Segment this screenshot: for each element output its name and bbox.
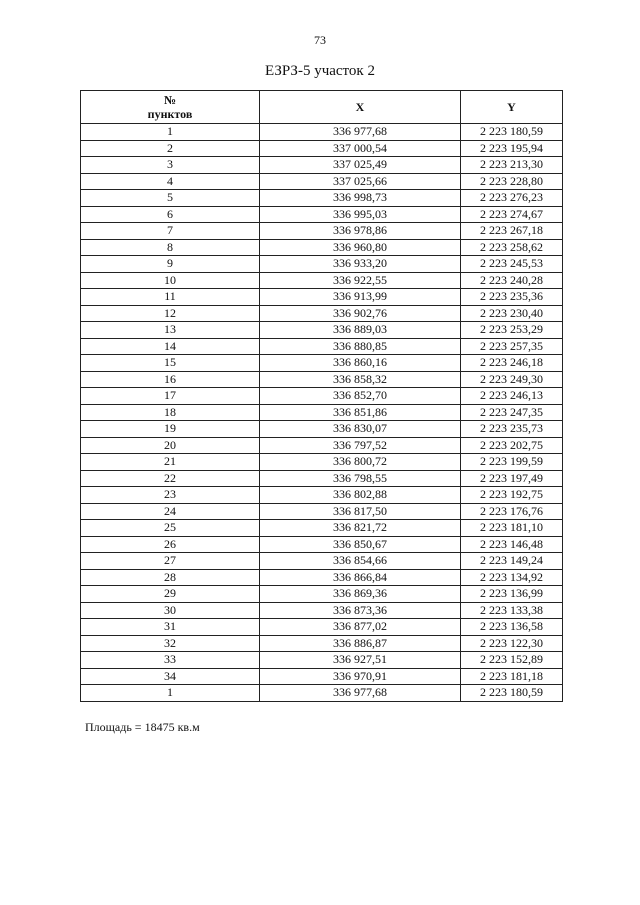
y-coordinate-cell: 2 223 181,10 bbox=[461, 520, 563, 537]
table-row bbox=[81, 206, 563, 223]
y-coordinate-cell: 2 223 235,36 bbox=[461, 289, 563, 306]
point-number-cell: 28 bbox=[81, 569, 260, 586]
table-row bbox=[81, 470, 563, 487]
y-coordinate-cell: 2 223 146,48 bbox=[461, 536, 563, 553]
y-coordinate-cell: 2 223 230,40 bbox=[461, 305, 563, 322]
point-number-cell: 31 bbox=[81, 619, 260, 636]
table-row bbox=[81, 371, 563, 388]
table-row bbox=[81, 586, 563, 603]
y-coordinate-cell: 2 223 213,30 bbox=[461, 157, 563, 174]
y-coordinate-cell: 2 223 276,23 bbox=[461, 190, 563, 207]
table-header-row bbox=[81, 91, 563, 124]
x-coordinate-cell: 336 927,51 bbox=[260, 652, 461, 669]
point-number-cell: 20 bbox=[81, 437, 260, 454]
point-number-cell: 11 bbox=[81, 289, 260, 306]
table-row bbox=[81, 157, 563, 174]
table-body bbox=[81, 124, 563, 702]
y-coordinate-cell: 2 223 197,49 bbox=[461, 470, 563, 487]
header-y: Y bbox=[461, 91, 563, 124]
x-coordinate-cell: 336 913,99 bbox=[260, 289, 461, 306]
coordinates-table bbox=[80, 90, 563, 702]
y-coordinate-cell: 2 223 180,59 bbox=[461, 124, 563, 141]
table-row bbox=[81, 223, 563, 240]
x-coordinate-cell: 336 869,36 bbox=[260, 586, 461, 603]
x-coordinate-cell: 336 858,32 bbox=[260, 371, 461, 388]
point-number-cell: 25 bbox=[81, 520, 260, 537]
x-coordinate-cell: 336 798,55 bbox=[260, 470, 461, 487]
y-coordinate-cell: 2 223 235,73 bbox=[461, 421, 563, 438]
table-row bbox=[81, 388, 563, 405]
table-row bbox=[81, 602, 563, 619]
point-number-cell: 5 bbox=[81, 190, 260, 207]
point-number-cell: 16 bbox=[81, 371, 260, 388]
y-coordinate-cell: 2 223 267,18 bbox=[461, 223, 563, 240]
x-coordinate-cell: 336 886,87 bbox=[260, 635, 461, 652]
table-row bbox=[81, 190, 563, 207]
x-coordinate-cell: 336 866,84 bbox=[260, 569, 461, 586]
table-row bbox=[81, 668, 563, 685]
point-number-cell: 7 bbox=[81, 223, 260, 240]
x-coordinate-cell: 336 830,07 bbox=[260, 421, 461, 438]
point-number-cell: 32 bbox=[81, 635, 260, 652]
y-coordinate-cell: 2 223 195,94 bbox=[461, 140, 563, 157]
x-coordinate-cell: 336 960,80 bbox=[260, 239, 461, 256]
x-coordinate-cell: 336 978,86 bbox=[260, 223, 461, 240]
table-row bbox=[81, 239, 563, 256]
x-coordinate-cell: 336 977,68 bbox=[260, 124, 461, 141]
table-row bbox=[81, 305, 563, 322]
y-coordinate-cell: 2 223 257,35 bbox=[461, 338, 563, 355]
table-row bbox=[81, 289, 563, 306]
table-row bbox=[81, 256, 563, 273]
point-number-cell: 1 bbox=[81, 685, 260, 702]
y-coordinate-cell: 2 223 152,89 bbox=[461, 652, 563, 669]
y-coordinate-cell: 2 223 253,29 bbox=[461, 322, 563, 339]
point-number-cell: 26 bbox=[81, 536, 260, 553]
point-number-cell: 27 bbox=[81, 553, 260, 570]
x-coordinate-cell: 336 850,67 bbox=[260, 536, 461, 553]
x-coordinate-cell: 336 970,91 bbox=[260, 668, 461, 685]
table-row bbox=[81, 421, 563, 438]
document-title: ЕЗРЗ-5 участок 2 bbox=[265, 63, 375, 79]
table-row bbox=[81, 355, 563, 372]
table-row bbox=[81, 685, 563, 702]
point-number-cell: 22 bbox=[81, 470, 260, 487]
x-coordinate-cell: 336 800,72 bbox=[260, 454, 461, 471]
point-number-cell: 4 bbox=[81, 173, 260, 190]
x-coordinate-cell: 336 933,20 bbox=[260, 256, 461, 273]
x-coordinate-cell: 336 880,85 bbox=[260, 338, 461, 355]
point-number-cell: 34 bbox=[81, 668, 260, 685]
point-number-cell: 19 bbox=[81, 421, 260, 438]
table-row bbox=[81, 503, 563, 520]
y-coordinate-cell: 2 223 258,62 bbox=[461, 239, 563, 256]
header-num-sign: № bbox=[163, 93, 177, 107]
x-coordinate-cell: 336 851,86 bbox=[260, 404, 461, 421]
y-coordinate-cell: 2 223 176,76 bbox=[461, 503, 563, 520]
y-coordinate-cell: 2 223 133,38 bbox=[461, 602, 563, 619]
x-coordinate-cell: 336 817,50 bbox=[260, 503, 461, 520]
point-number-cell: 30 bbox=[81, 602, 260, 619]
point-number-cell: 33 bbox=[81, 652, 260, 669]
table-row bbox=[81, 520, 563, 537]
table-row bbox=[81, 619, 563, 636]
point-number-cell: 12 bbox=[81, 305, 260, 322]
x-coordinate-cell: 337 025,49 bbox=[260, 157, 461, 174]
point-number-cell: 9 bbox=[81, 256, 260, 273]
y-coordinate-cell: 2 223 122,30 bbox=[461, 635, 563, 652]
y-coordinate-cell: 2 223 181,18 bbox=[461, 668, 563, 685]
point-number-cell: 1 bbox=[81, 124, 260, 141]
x-coordinate-cell: 336 877,02 bbox=[260, 619, 461, 636]
point-number-cell: 15 bbox=[81, 355, 260, 372]
point-number-cell: 24 bbox=[81, 503, 260, 520]
y-coordinate-cell: 2 223 246,18 bbox=[461, 355, 563, 372]
header-x: X bbox=[260, 91, 461, 124]
x-coordinate-cell: 336 797,52 bbox=[260, 437, 461, 454]
x-coordinate-cell: 336 977,68 bbox=[260, 685, 461, 702]
point-number-cell: 29 bbox=[81, 586, 260, 603]
area-note: Площадь = 18475 кв.м bbox=[85, 720, 200, 734]
y-coordinate-cell: 2 223 240,28 bbox=[461, 272, 563, 289]
y-coordinate-cell: 2 223 180,59 bbox=[461, 685, 563, 702]
page-number: 73 bbox=[314, 33, 326, 47]
table-row bbox=[81, 536, 563, 553]
x-coordinate-cell: 336 860,16 bbox=[260, 355, 461, 372]
point-number-cell: 23 bbox=[81, 487, 260, 504]
y-coordinate-cell: 2 223 136,99 bbox=[461, 586, 563, 603]
table-row bbox=[81, 338, 563, 355]
y-coordinate-cell: 2 223 192,75 bbox=[461, 487, 563, 504]
y-coordinate-cell: 2 223 134,92 bbox=[461, 569, 563, 586]
y-coordinate-cell: 2 223 249,30 bbox=[461, 371, 563, 388]
x-coordinate-cell: 336 802,88 bbox=[260, 487, 461, 504]
table-row bbox=[81, 635, 563, 652]
table-row bbox=[81, 124, 563, 141]
x-coordinate-cell: 337 025,66 bbox=[260, 173, 461, 190]
point-number-cell: 2 bbox=[81, 140, 260, 157]
table-row bbox=[81, 173, 563, 190]
table-row bbox=[81, 437, 563, 454]
point-number-cell: 17 bbox=[81, 388, 260, 405]
y-coordinate-cell: 2 223 199,59 bbox=[461, 454, 563, 471]
table-row bbox=[81, 322, 563, 339]
point-number-cell: 21 bbox=[81, 454, 260, 471]
point-number-cell: 18 bbox=[81, 404, 260, 421]
y-coordinate-cell: 2 223 136,58 bbox=[461, 619, 563, 636]
y-coordinate-cell: 2 223 245,53 bbox=[461, 256, 563, 273]
x-coordinate-cell: 336 873,36 bbox=[260, 602, 461, 619]
point-number-cell: 10 bbox=[81, 272, 260, 289]
point-number-cell: 3 bbox=[81, 157, 260, 174]
table-row bbox=[81, 140, 563, 157]
x-coordinate-cell: 336 998,73 bbox=[260, 190, 461, 207]
x-coordinate-cell: 336 889,03 bbox=[260, 322, 461, 339]
x-coordinate-cell: 336 922,55 bbox=[260, 272, 461, 289]
point-number-cell: 13 bbox=[81, 322, 260, 339]
y-coordinate-cell: 2 223 247,35 bbox=[461, 404, 563, 421]
table-row bbox=[81, 569, 563, 586]
y-coordinate-cell: 2 223 246,13 bbox=[461, 388, 563, 405]
x-coordinate-cell: 336 854,66 bbox=[260, 553, 461, 570]
y-coordinate-cell: 2 223 274,67 bbox=[461, 206, 563, 223]
x-coordinate-cell: 336 995,03 bbox=[260, 206, 461, 223]
y-coordinate-cell: 2 223 149,24 bbox=[461, 553, 563, 570]
table-row bbox=[81, 454, 563, 471]
x-coordinate-cell: 336 821,72 bbox=[260, 520, 461, 537]
x-coordinate-cell: 336 902,76 bbox=[260, 305, 461, 322]
table-row bbox=[81, 404, 563, 421]
x-coordinate-cell: 336 852,70 bbox=[260, 388, 461, 405]
header-point-number bbox=[81, 91, 260, 124]
header-points-label: пунктов bbox=[147, 107, 193, 121]
table-row bbox=[81, 652, 563, 669]
y-coordinate-cell: 2 223 202,75 bbox=[461, 437, 563, 454]
table-row bbox=[81, 272, 563, 289]
table-row bbox=[81, 553, 563, 570]
point-number-cell: 14 bbox=[81, 338, 260, 355]
point-number-cell: 8 bbox=[81, 239, 260, 256]
y-coordinate-cell: 2 223 228,80 bbox=[461, 173, 563, 190]
x-coordinate-cell: 337 000,54 bbox=[260, 140, 461, 157]
table-row bbox=[81, 487, 563, 504]
point-number-cell: 6 bbox=[81, 206, 260, 223]
